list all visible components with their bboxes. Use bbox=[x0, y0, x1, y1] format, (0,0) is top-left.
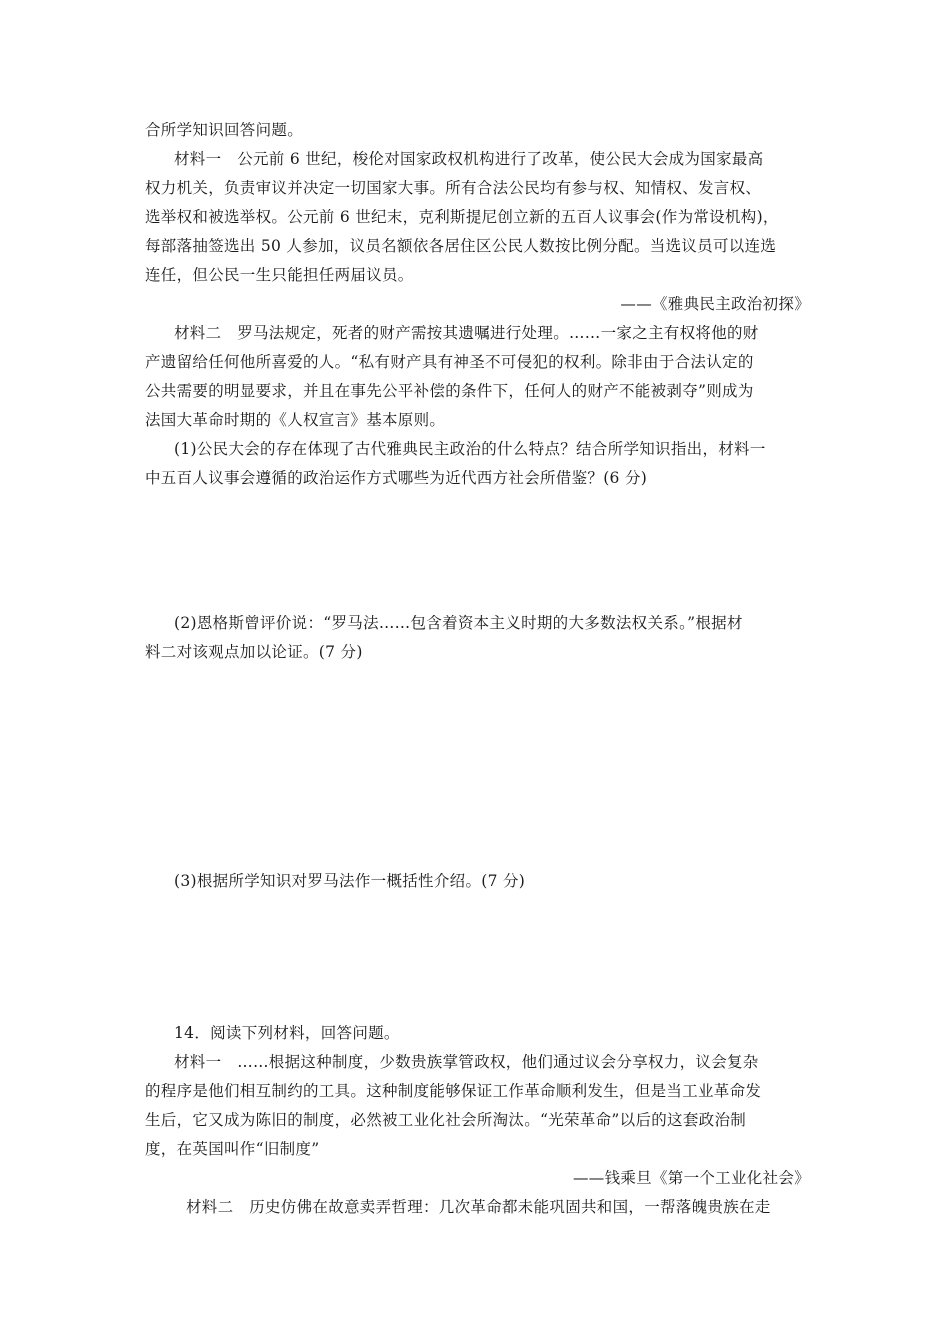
source-citation: ——钱乘旦《第一个工业化社会》 bbox=[572, 1169, 810, 1187]
text-line: 产遗留给任何他所喜爱的人。“私有财产具有神圣不可侵犯的权利。除非由于合法认定的 bbox=[145, 353, 754, 371]
text-line: 公共需要的明显要求，并且在事先公平补偿的条件下，任何人的财产不能被剥夺”则成为 bbox=[145, 382, 754, 400]
text-line: 权力机关，负责审议并决定一切国家大事。所有合法公民均有参与权、知情权、发言权、 bbox=[145, 179, 762, 197]
material-two-paragraph: 材料二 历史仿佛在故意卖弄哲理：几次革命都未能巩固共和国，一帮落魄贵族在走 bbox=[186, 1198, 771, 1216]
material-two-paragraph: 材料二 罗马法规定，死者的财产需按其遗嘱进行处理。……一家之主有权将他的财 bbox=[174, 324, 759, 342]
text-line: 法国大革命时期的《人权宣言》基本原则。 bbox=[145, 411, 446, 429]
text-line: 中五百人议事会遵循的政治运作方式哪些为近代西方社会所借鉴？(6 分) bbox=[145, 469, 648, 487]
material-one-paragraph: 材料一 ……根据这种制度，少数贵族掌管政权，他们通过议会分享权力，议会复杂 bbox=[174, 1053, 759, 1071]
material-one-paragraph: 材料一 公元前 6 世纪，梭伦对国家政权机构进行了改革，使公民大会成为国家最高 bbox=[174, 150, 764, 168]
text-line: 生后，它又成为陈旧的制度，必然被工业化社会所淘汰。“光荣革命”以后的这套政治制 bbox=[145, 1111, 747, 1129]
text-line: 合所学知识回答问题。 bbox=[145, 121, 304, 139]
text-line: 料二对该观点加以论证。(7 分) bbox=[145, 643, 363, 661]
question-1: (1)公民大会的存在体现了古代雅典民主政治的什么特点？结合所学知识指出，材料一 bbox=[174, 440, 766, 458]
text-line: 连任，但公民一生只能担任两届议员。 bbox=[145, 266, 414, 284]
question-14-heading: 14．阅读下列材料，回答问题。 bbox=[174, 1024, 400, 1042]
text-line: 每部落抽签选出 50 人参加，议员名额依各居住区公民人数按比例分配。当选议员可以连选 bbox=[145, 237, 777, 255]
source-citation: ——《雅典民主政治初探》 bbox=[620, 295, 810, 313]
question-3: (3)根据所学知识对罗马法作一概括性介绍。(7 分) bbox=[174, 872, 526, 890]
text-line: 选举权和被选举权。公元前 6 世纪末，克利斯提尼创立新的五百人议事会(作为常设机构)， bbox=[145, 208, 779, 226]
question-2: (2)恩格斯曾评价说：“罗马法……包含着资本主义时期的大多数法权关系。”根据材 bbox=[174, 614, 743, 632]
text-line: 度，在英国叫作“旧制度” bbox=[145, 1140, 320, 1158]
text-line: 的程序是他们相互制约的工具。这种制度能够保证工作革命顺利发生，但是当工业革命发 bbox=[145, 1082, 762, 1100]
